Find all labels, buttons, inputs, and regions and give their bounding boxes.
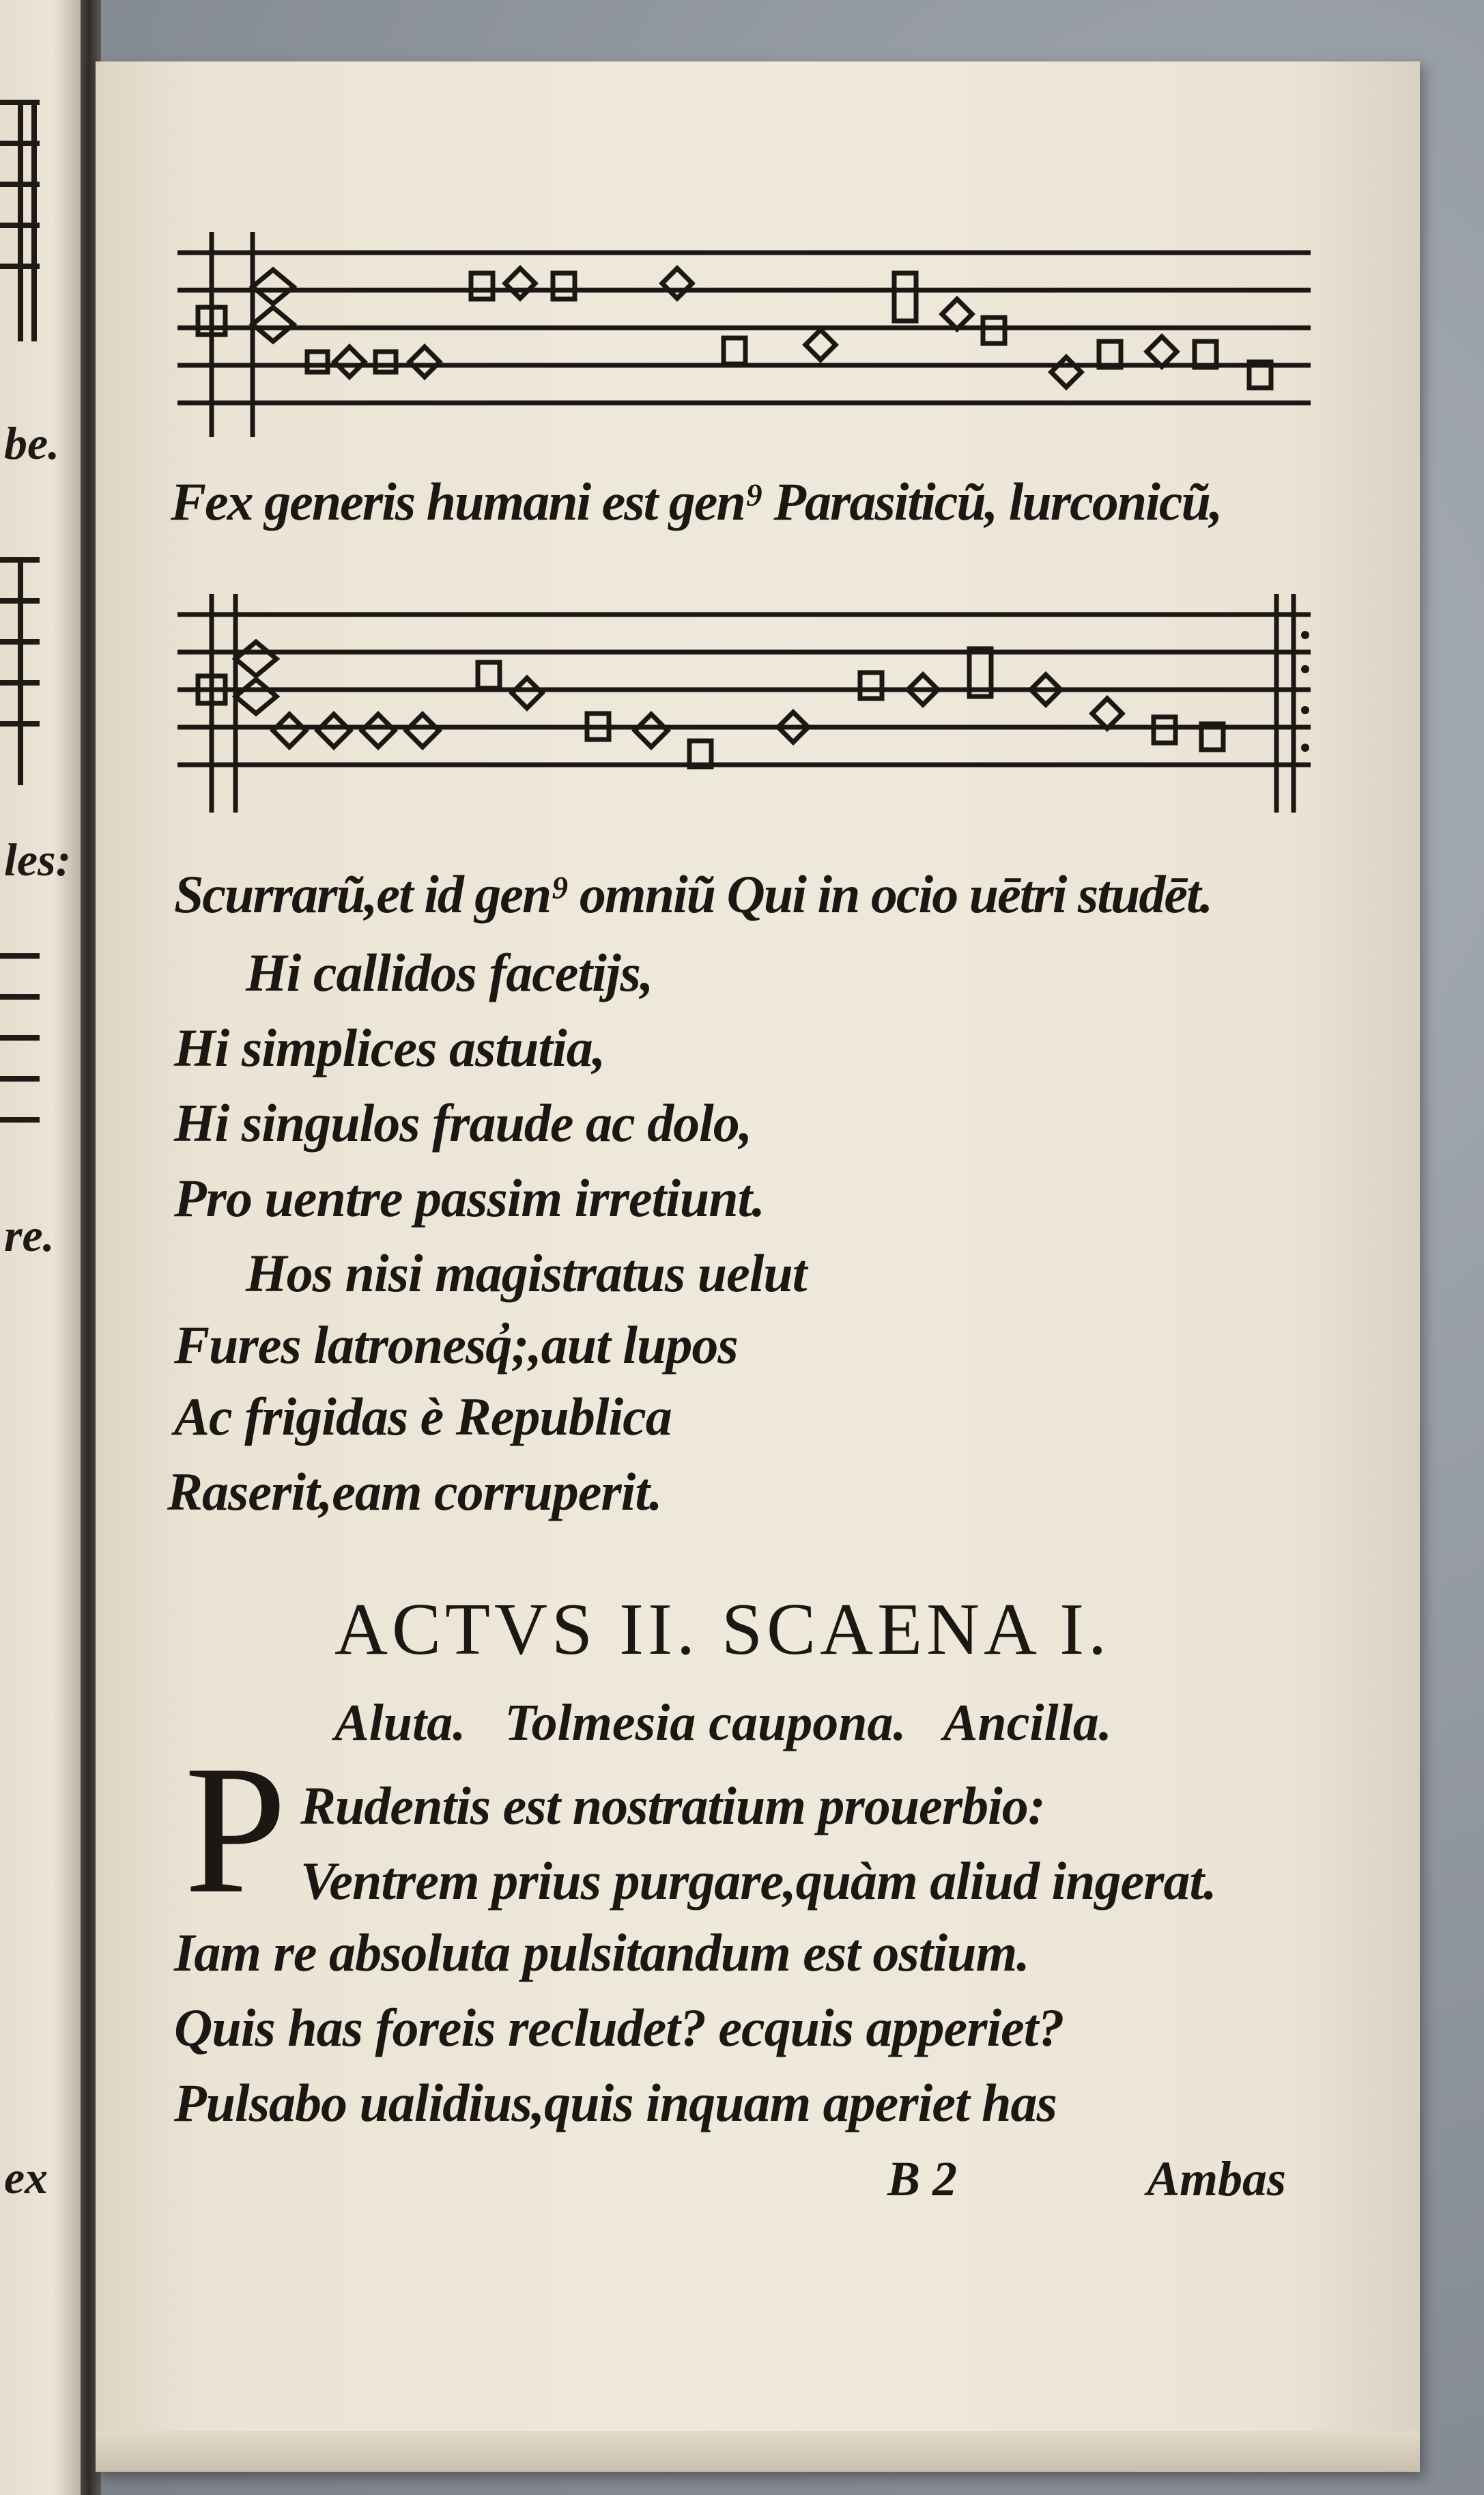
signature-mark: B 2: [887, 2152, 958, 2206]
facing-page-fragment: ex: [4, 2152, 48, 2203]
drop-capital: P: [184, 1728, 287, 1932]
verse-line: Fures latronesq̓;,aut lupos: [174, 1315, 738, 1375]
scene-line: Pulsabo ualidius,quis inquam aperiet has: [174, 2073, 1057, 2132]
facing-page-fragment: re.: [4, 1209, 55, 1261]
lyric-line-2: Scurrarũ,et id gen⁹ omniũ Qui in ocio uētri studēt.: [174, 864, 1212, 924]
catchword: Ambas: [1147, 2152, 1287, 2206]
facing-page-fragment: be.: [4, 417, 60, 469]
scene-line: Quis has foreis recludet? ecquis apperiet?: [174, 1998, 1064, 2057]
verse-line: Ac frigidas è Republica: [174, 1387, 672, 1446]
verse-line: Hi callidos facetijs,: [246, 943, 653, 1002]
verse-line: Hi singulos fraude ac dolo,: [174, 1093, 752, 1153]
scene-line: Iam re absoluta pulsitandum est ostium.: [174, 1923, 1029, 1982]
verse-line: Hi simplices astutia,: [174, 1018, 605, 1077]
dramatis-personae: Aluta. Tolmesia caupona. Ancilla.: [334, 1694, 1112, 1751]
facing-page-fragment: les:: [4, 834, 72, 886]
scene-line: Rudentis est nostratium prouerbio:: [300, 1776, 1045, 1835]
scene-line: Ventrem prius purgare,quàm aliud ingerat.: [300, 1851, 1216, 1911]
lyric-line-1: Fex generis humani est gen⁹ Parasiticũ, lurconicũ,: [171, 472, 1222, 531]
page-bottom-edge: [96, 2431, 1420, 2472]
facing-page-edge: [0, 0, 89, 2495]
music-staff-1: [171, 205, 1314, 451]
act-scene-heading: ACTVS II. SCAENA I.: [334, 1589, 1111, 1670]
verse-line: Pro uentre passim irretiunt.: [174, 1168, 765, 1228]
music-staff-2: [171, 594, 1314, 840]
verse-line: Raserit,eam corruperit.: [167, 1462, 662, 1521]
verse-line: Hos nisi magistratus uelut: [246, 1243, 807, 1303]
